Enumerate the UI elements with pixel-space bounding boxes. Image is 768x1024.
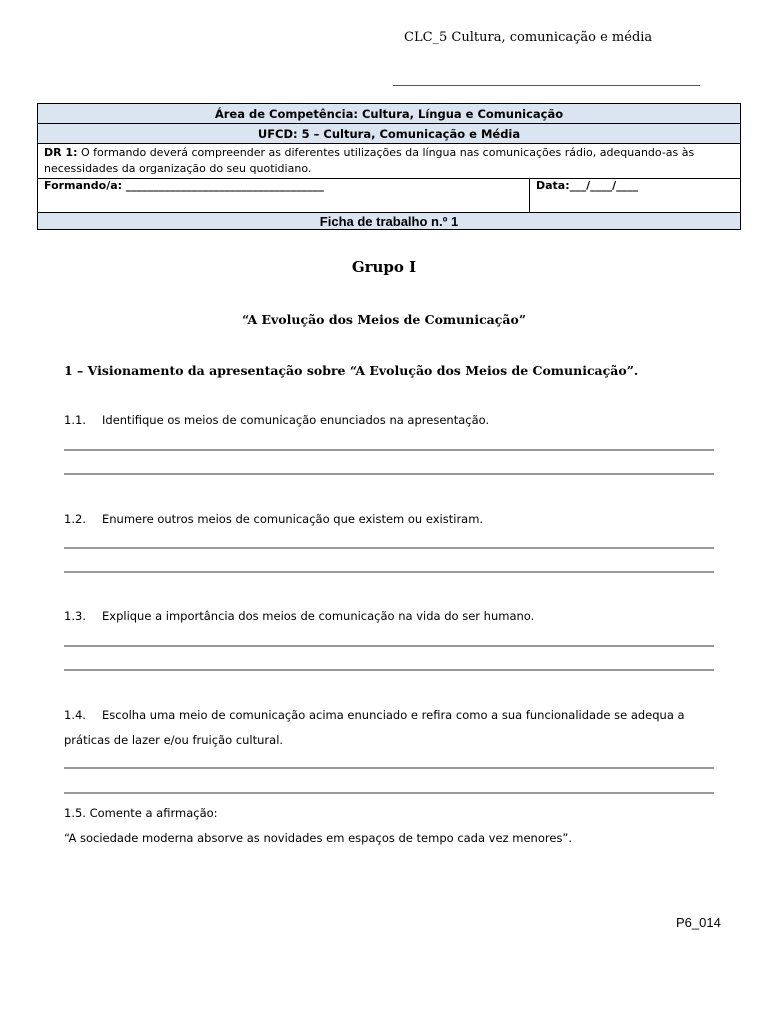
ufcd-label: UFCD: 5 – Cultura, Comunicação e Média <box>257 126 521 141</box>
question-number: 1.4. <box>64 708 86 722</box>
question-1-3 <box>64 609 534 623</box>
dr-description <box>38 144 740 178</box>
student-row <box>37 178 741 213</box>
answer-line[interactable] <box>64 669 714 671</box>
question-1-2 <box>64 512 483 526</box>
question-text: Identifique os meios de comunicação enunciados na apresentação. <box>102 413 490 427</box>
question-1-5-quote: “A sociedade moderna absorve as novidades em espaços de tempo cada vez menores”. <box>64 831 573 845</box>
question-1-5-label: 1.5. Comente a afirmação: <box>64 806 218 820</box>
section-subtitle: “A Evolução dos Meios de Comunicação” <box>241 312 527 327</box>
worksheet-title-row <box>37 212 741 230</box>
question-text: Escolha uma meio de comunicação acima enunciado e refira como a sua funcionalidade se adequa a <box>102 708 685 722</box>
answer-line[interactable] <box>64 473 714 475</box>
student-name-field[interactable]: Formando/a: ____________________________________ <box>44 179 324 192</box>
answer-line[interactable] <box>64 767 714 769</box>
competence-area: Área de Competência: Cultura, Língua e Comunicação <box>214 106 564 121</box>
dr-text: O formando deverá compreender as diferentes utilizações da língua nas comunicações rádio, adequando-as às necessidades da organização do seu quotidiano. <box>44 146 695 175</box>
question-number: 1.1. <box>64 413 86 427</box>
question-text: Explique a importância dos meios de comunicação na vida do ser humano. <box>102 609 535 623</box>
worksheet-title: Ficha de trabalho n.º 1 <box>319 213 459 229</box>
question-1-1 <box>64 413 489 427</box>
answer-line[interactable] <box>64 792 714 794</box>
dr-row <box>37 143 741 179</box>
ufcd-row <box>37 123 741 144</box>
question-1-4 <box>64 708 685 722</box>
document-title: CLC_5 Cultura, comunicação e média <box>404 30 653 45</box>
question-1-heading: 1 – Visionamento da apresentação sobre “A Evolução dos Meios de Comunicação”. <box>64 363 639 378</box>
answer-line[interactable] <box>64 645 714 647</box>
question-number: 1.3. <box>64 609 86 623</box>
answer-line[interactable] <box>64 547 714 549</box>
question-text: Enumere outros meios de comunicação que existem ou existiram. <box>102 512 484 526</box>
competence-area-row <box>37 103 741 124</box>
dr-label: DR 1: <box>44 146 78 159</box>
date-field[interactable]: Data:___/____/____ <box>536 179 639 192</box>
answer-line[interactable] <box>64 571 714 573</box>
signature-line <box>393 85 700 86</box>
cell-divider <box>529 179 530 212</box>
group-heading: Grupo I <box>351 258 417 276</box>
question-1-4-continued: práticas de lazer e/ou fruição cultural. <box>64 733 284 747</box>
page-code: P6_014 <box>676 915 721 930</box>
question-number: 1.2. <box>64 512 86 526</box>
answer-line[interactable] <box>64 449 714 451</box>
